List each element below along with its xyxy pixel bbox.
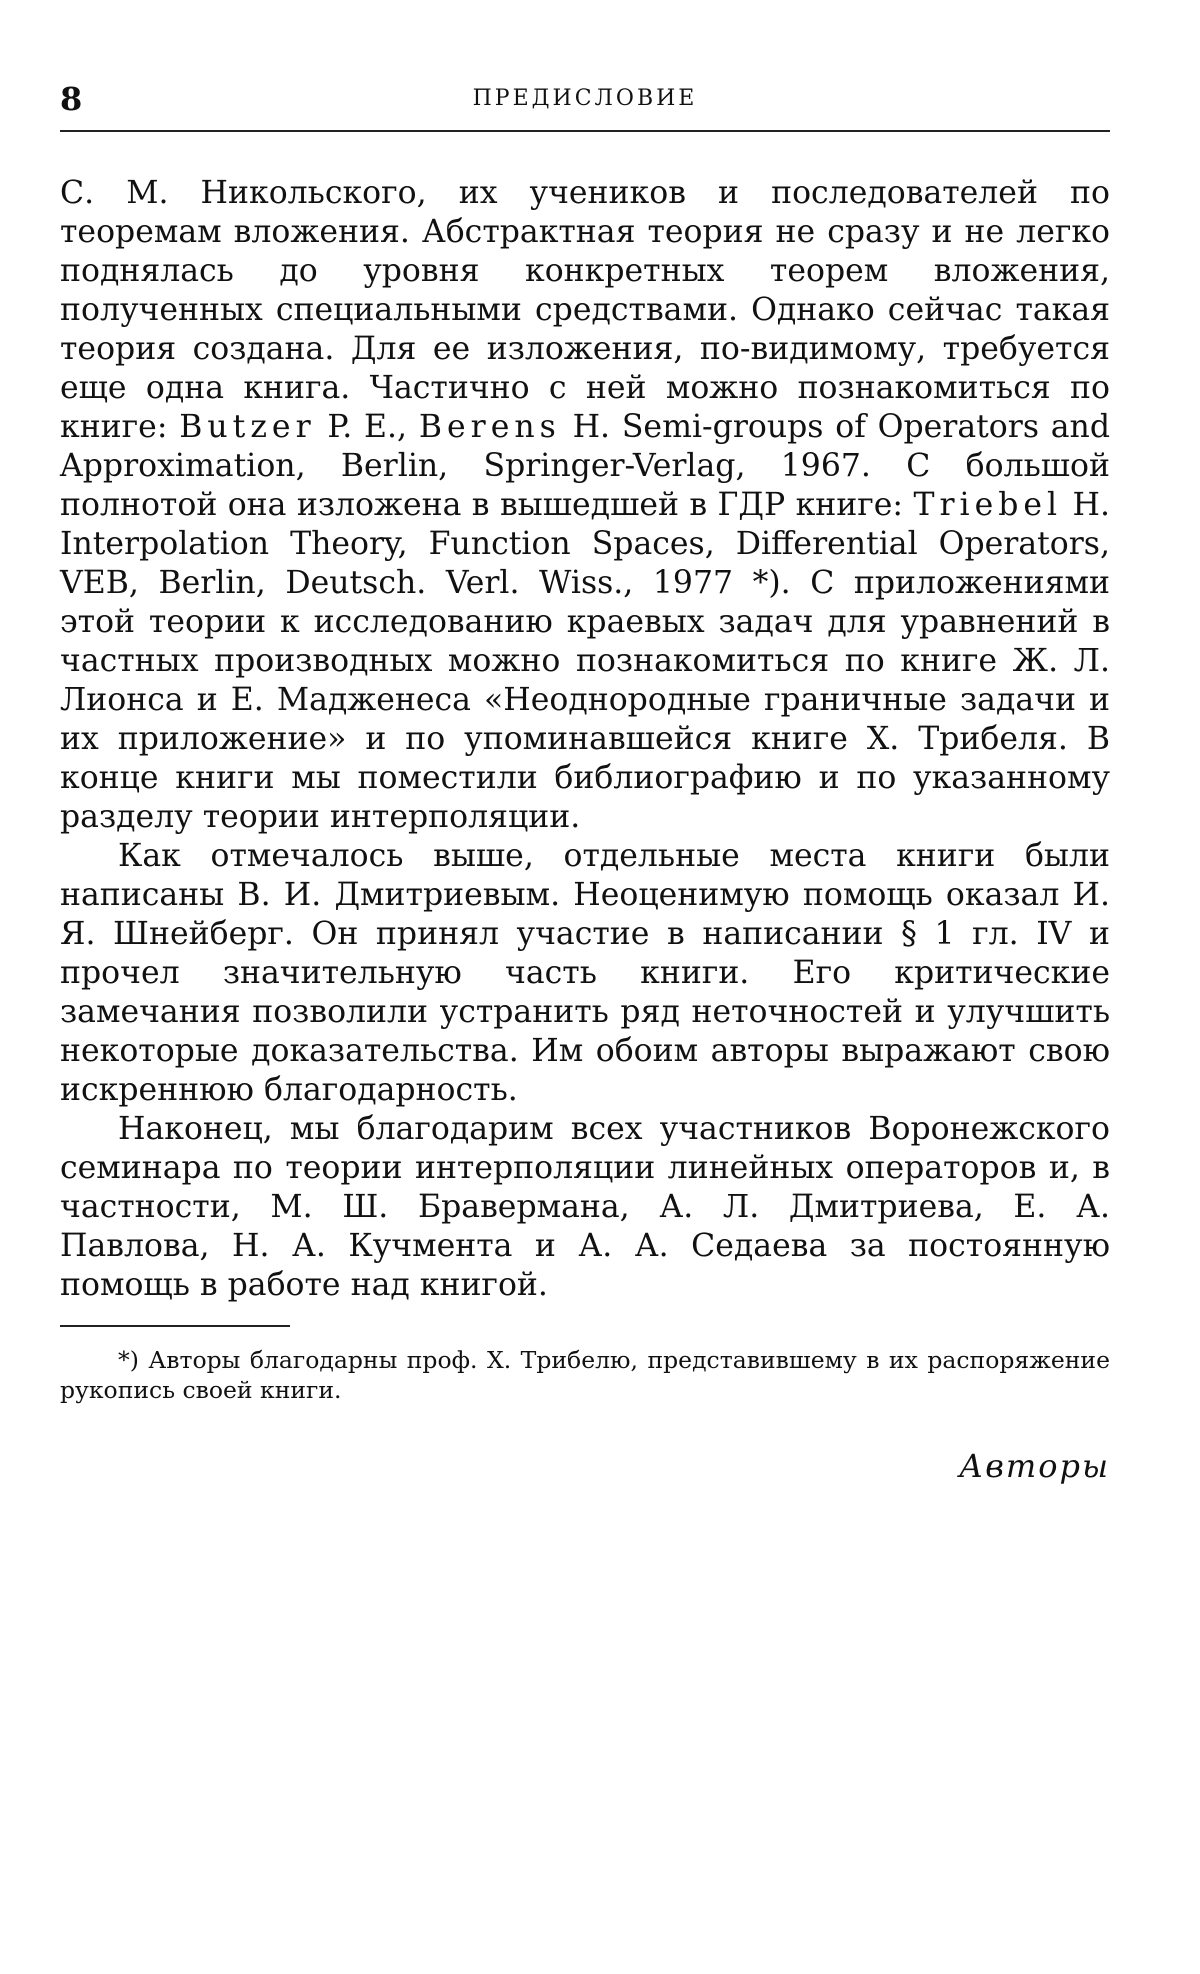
body-text	[60, 174, 1110, 1305]
author-triebel: Triebel	[913, 487, 1063, 523]
header-rule	[60, 130, 1110, 132]
author-butzer: Butzer	[179, 409, 316, 445]
paragraph-3: Наконец, мы благодарим всех участников Воронежского семинара по теории интерполяции линейных операторов и, в частности, М. Ш. Бравермана, А. Л. Дмитриева, Е. А. Павлова, Н. А. Кучмента и А. А. Седаева за постоянную помощь в работе над книгой.	[60, 1111, 1110, 1303]
paragraph-1-text-b: P. E.,	[315, 409, 419, 445]
page-number: 8	[60, 80, 83, 118]
paragraph-1	[60, 174, 1110, 837]
paragraph-2: Как отмечалось выше, отдельные места книги были написаны В. И. Дмитриевым. Неоценимую помощь оказал И. Я. Шнейберг. Он принял участие в написании § 1 гл. IV и прочел значительную часть книги. Его критические замечания позволили устранить ряд неточностей и улучшить некоторые доказательства. Им обоим авторы выражают свою искреннюю благодарность.	[60, 838, 1110, 1108]
paragraph-1-text-c: H. Semi-groups of Operators and Approximation, Berlin, Springer-Verlag, 1967. С большой полнотой она изложена в вышедшей в ГДР книге:	[60, 409, 1110, 523]
book-page	[60, 80, 1110, 1485]
footnote: *) Авторы благодарны проф. Х. Трибелю, представившему в их распоряжение рукопись своей книги.	[60, 1346, 1110, 1404]
running-title: ПРЕДИСЛОВИЕ	[472, 86, 698, 111]
author-berens: Berens	[418, 409, 561, 445]
signature: Авторы	[958, 1447, 1110, 1485]
running-head	[60, 80, 1110, 124]
footnote-rule	[60, 1325, 290, 1327]
paragraph-1-text-a: С. М. Никольского, их учеников и последователей по теоремам вложения. Абстрактная теория не сразу и не легко поднялась до уровня конкретных теорем вложения, полученных специальными средствами. Однако сейчас такая теория создана. Для ее изложения, по-видимому, требуется еще одна книга. Частично с ней можно познакомиться по книге:	[60, 175, 1110, 445]
paragraph-1-text-d: H. Interpolation Theory, Function Spaces, Differential Operators, VEB, Berlin, Deutsch. Verl. Wiss., 1977 *). С приложениями этой теории к исследованию краевых задач для уравнений в частных производных можно познакомиться по книге Ж. Л. Лионса и Е. Мадженеса «Неоднородные граничные задачи и их приложение» и по упоминавшейся книге Х. Трибеля. В конце книги мы поместили библиографию и по указанному разделу теории интерполяции.	[60, 487, 1110, 835]
